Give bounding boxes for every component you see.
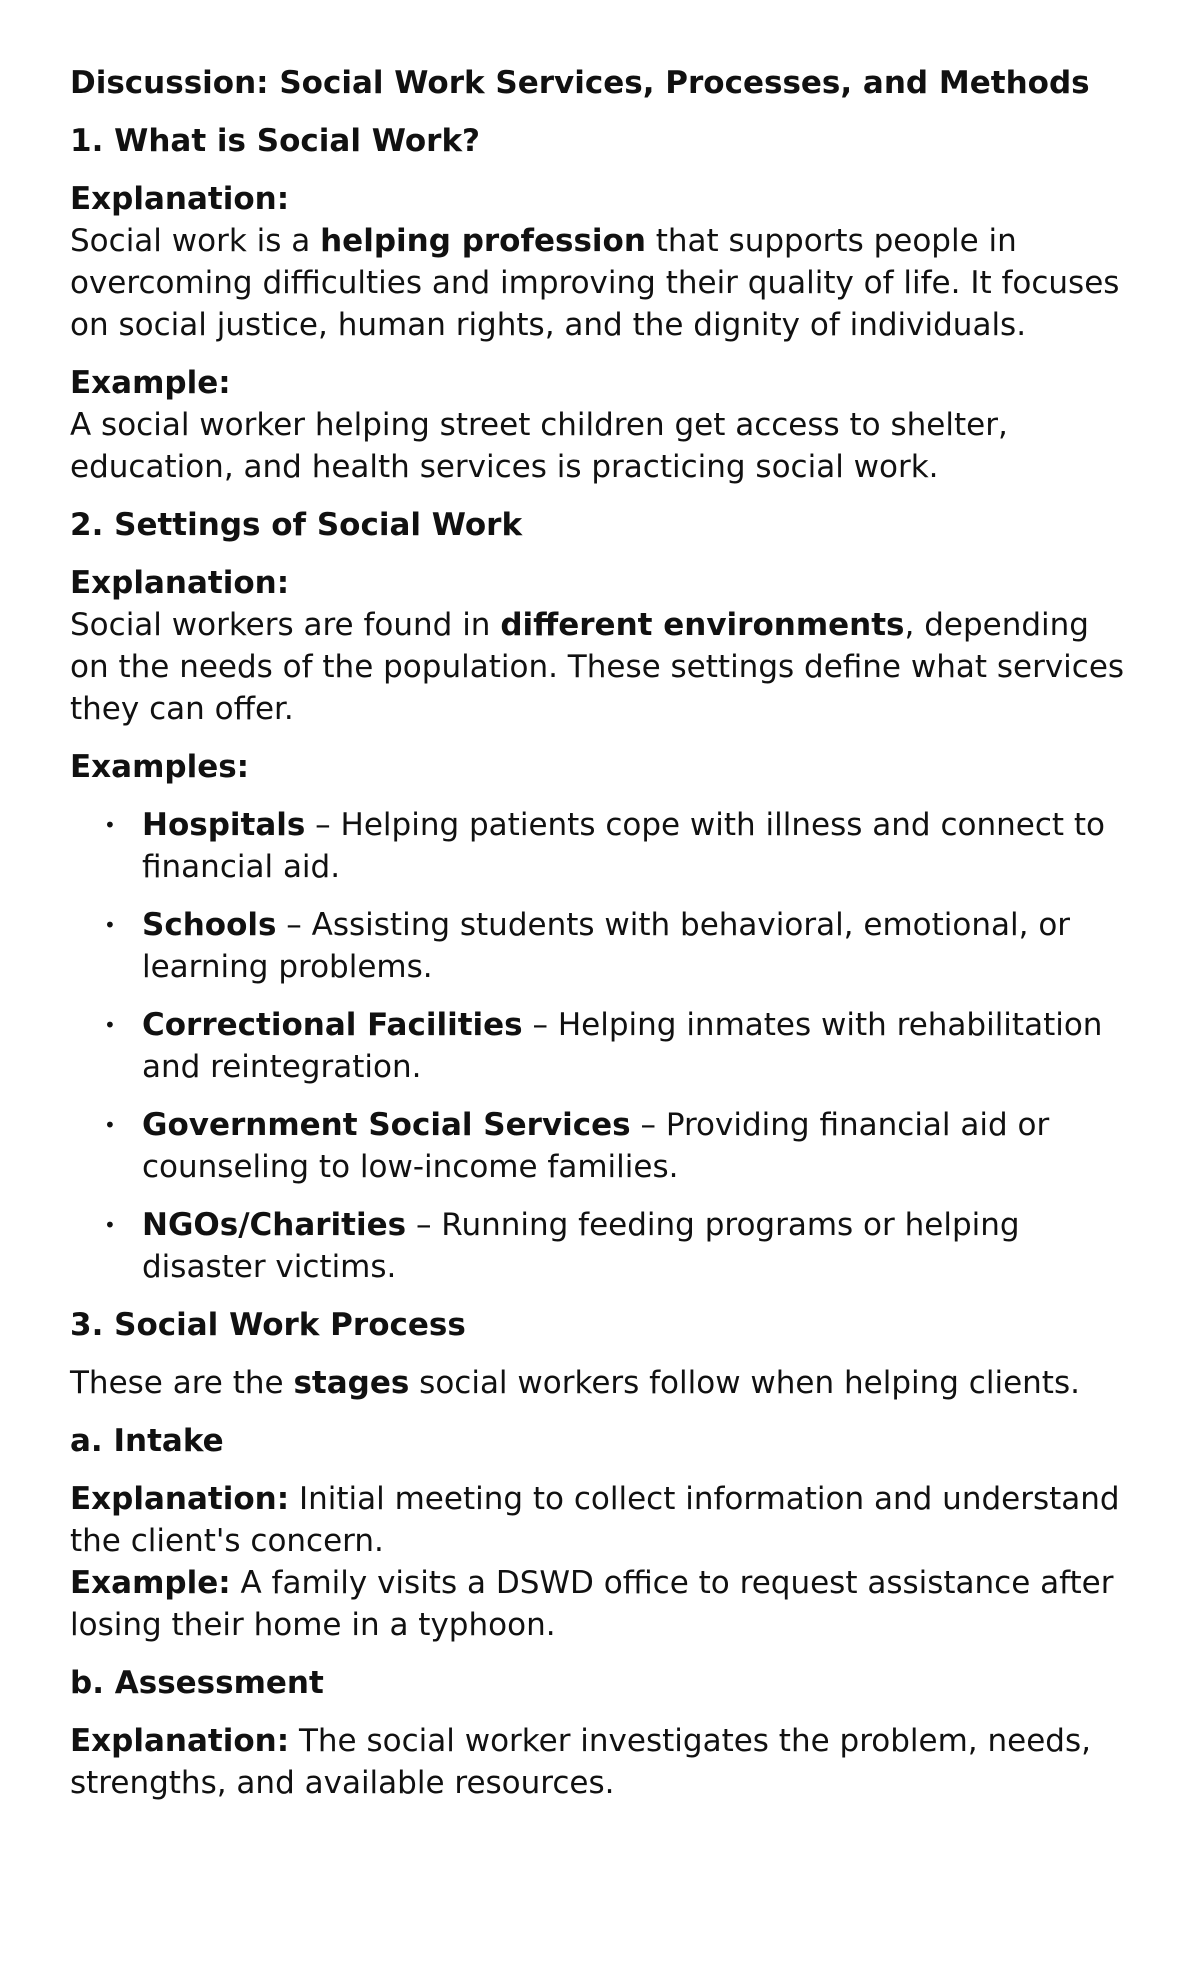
assessment-explanation	[70, 1720, 1130, 1804]
section-2-explanation	[70, 562, 1130, 730]
section-1-heading: 1. What is Social Work?	[70, 123, 481, 159]
example-text: A family visits a DSWD office to request assistance after losing their home in a typhoon.	[70, 1565, 1114, 1643]
section-3-intro	[70, 1362, 1130, 1404]
document-title: Discussion: Social Work Services, Processes, and Methods	[70, 65, 1090, 101]
bullet-icon: •	[104, 1113, 116, 1137]
text-span: Social workers are found in	[70, 607, 501, 643]
text-span: These are the	[70, 1365, 294, 1401]
example-label: Example:	[70, 1565, 231, 1601]
item-text: – Helping inmates with rehabilitation and reintegration.	[142, 1007, 1103, 1085]
intake-body	[70, 1478, 1130, 1646]
text-span: that supports people in overcoming difficulties and improving their quality of life. It focuses on social justice, human rights, and the dignity of individuals.	[70, 223, 1120, 343]
section-3-heading: 3. Social Work Process	[70, 1307, 466, 1343]
list-item	[70, 1204, 1130, 1288]
text-span: Social work is a	[70, 223, 321, 259]
explanation-text: Initial meeting to collect information and understand the client's concern.	[70, 1481, 1120, 1559]
explanation-label: Explanation:	[70, 181, 290, 217]
list-item	[70, 1104, 1130, 1188]
item-name: Hospitals	[142, 807, 306, 843]
list-item	[70, 904, 1130, 988]
item-name: NGOs/Charities	[142, 1207, 407, 1243]
assessment-body	[70, 1720, 1130, 1804]
explanation-label: Explanation:	[70, 565, 290, 601]
explanation-text	[70, 604, 1130, 730]
section-1-explanation	[70, 178, 1130, 346]
list-item	[70, 804, 1130, 888]
settings-list	[70, 804, 1130, 1288]
bullet-icon: •	[104, 1013, 116, 1037]
item-name: Government Social Services	[142, 1107, 631, 1143]
intake-heading: a. Intake	[70, 1423, 224, 1459]
section-1-example	[70, 362, 1130, 488]
example-text: A social worker helping street children get access to shelter, education, and health services is practicing social work.	[70, 407, 1008, 485]
bold-term: different environments	[500, 607, 905, 643]
bold-term: stages	[293, 1365, 410, 1401]
bullet-icon: •	[104, 913, 116, 937]
explanation-text: The social worker investigates the problem, needs, strengths, and available resources.	[70, 1723, 1091, 1801]
explanation-text	[70, 220, 1130, 346]
assessment-heading: b. Assessment	[70, 1665, 324, 1701]
text-span: social workers follow when helping clients.	[409, 1365, 1080, 1401]
item-name: Schools	[142, 907, 277, 943]
section-2-heading: 2. Settings of Social Work	[70, 507, 523, 543]
item-text: – Assisting students with behavioral, emotional, or learning problems.	[142, 907, 1071, 985]
bold-term: helping profession	[320, 223, 646, 259]
item-text: – Helping patients cope with illness and connect to financial aid.	[142, 807, 1106, 885]
explanation-label: Explanation:	[70, 1481, 290, 1517]
bullet-icon: •	[104, 813, 116, 837]
intake-explanation	[70, 1478, 1130, 1562]
examples-label: Examples:	[70, 749, 250, 785]
item-text: – Providing financial aid or counseling to low-income families.	[142, 1107, 1050, 1185]
bullet-icon: •	[104, 1213, 116, 1237]
list-item	[70, 1004, 1130, 1088]
text-span: , depending on the needs of the population. These settings define what services they can offer.	[70, 607, 1125, 727]
intake-example	[70, 1562, 1130, 1646]
explanation-label: Explanation:	[70, 1723, 290, 1759]
item-name: Correctional Facilities	[142, 1007, 523, 1043]
item-text: – Running feeding programs or helping disaster victims.	[142, 1207, 1020, 1285]
example-label: Example:	[70, 365, 231, 401]
